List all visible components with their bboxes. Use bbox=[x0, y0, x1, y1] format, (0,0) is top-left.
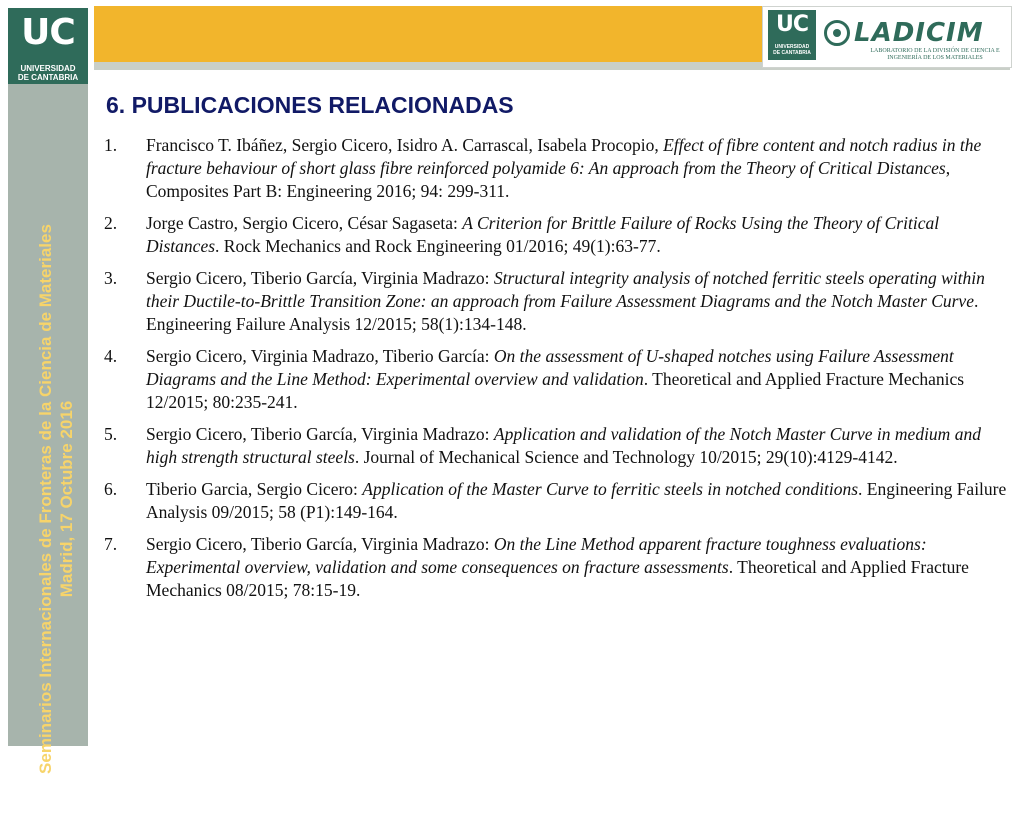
publication-authors: Tiberio Garcia, Sergio Cicero: bbox=[146, 479, 363, 499]
publication-source: . Theoretical and Applied Fracture Mechanics 08/2015; 78:15-19. bbox=[146, 557, 969, 600]
uc-logo-line2: DE CANTABRIA bbox=[17, 73, 79, 82]
publication-source: . Rock Mechanics and Rock Engineering 01/2016; 49(1):63-77. bbox=[215, 236, 661, 256]
ladicim-subtitle: LABORATORIO DE LA DIVISIÓN DE CIENCIA E INGENIERÍA DE LOS MATERIALES bbox=[870, 48, 1000, 61]
publication-number: 5. bbox=[104, 424, 118, 444]
uc-logo-subtitle bbox=[8, 64, 88, 82]
publication-title: On the assessment of U-shaped notches using Failure Assessment Diagrams and the Line Method: Experimental overview and validation bbox=[146, 346, 954, 389]
publication-title: Effect of fibre content and notch radius in the fracture behaviour of short glass fibre reinforced polyamide 6: An approach from the Theory of Critical Distances bbox=[146, 135, 982, 178]
publication-item bbox=[104, 478, 1014, 524]
sidebar bbox=[8, 84, 88, 774]
publication-item bbox=[104, 423, 1014, 469]
uc-logo-right bbox=[768, 10, 816, 60]
publication-title: Application of the Master Curve to ferritic steels in notched conditions bbox=[362, 479, 859, 499]
sidebar-caption bbox=[35, 179, 77, 819]
publication-title: Application and validation of the Notch Master Curve in medium and high strength structural steels bbox=[146, 424, 981, 467]
publication-title: On the Line Method apparent fracture toughness evaluations: Experimental overview, validation and some consequences on fracture assessments bbox=[146, 534, 927, 577]
uc-logo-right-subtitle bbox=[768, 44, 816, 56]
publication-number: 1. bbox=[104, 135, 118, 155]
ladicim-name: LADICIM bbox=[854, 18, 984, 48]
publication-source: . Journal of Mechanical Science and Technology 10/2015; 29(10):4129-4142. bbox=[354, 447, 898, 467]
publication-title: A Criterion for Brittle Failure of Rocks Using the Theory of Critical Distances bbox=[146, 213, 940, 256]
publication-item bbox=[104, 345, 1014, 414]
publication-number: 6. bbox=[104, 479, 118, 499]
publication-authors: Sergio Cicero, Tiberio García, Virginia Madrazo: bbox=[146, 424, 494, 444]
uc-logo-left bbox=[8, 8, 88, 84]
publication-authors: Sergio Cicero, Tiberio García, Virginia Madrazo: bbox=[146, 268, 494, 288]
publication-number: 3. bbox=[104, 268, 118, 288]
publication-number: 2. bbox=[104, 213, 118, 233]
sidebar-line2: Madrid, 17 Octubre 2016 bbox=[57, 400, 76, 598]
ladicim-logo bbox=[822, 12, 1006, 62]
publication-number: 4. bbox=[104, 346, 118, 366]
publication-item bbox=[104, 134, 1014, 203]
publication-authors: Jorge Castro, Sergio Cicero, César Sagaseta: bbox=[146, 213, 463, 233]
publication-list bbox=[104, 134, 1014, 611]
page-title: 6. PUBLICACIONES RELACIONADAS bbox=[106, 92, 514, 118]
uc-logo-right-abbr: UC bbox=[775, 12, 808, 37]
publication-item bbox=[104, 267, 1014, 336]
publication-item bbox=[104, 533, 1014, 602]
uc-logo-right-line1: UNIVERSIDAD bbox=[774, 44, 810, 50]
publication-source: . Engineering Failure Analysis 12/2015; 58(1):134-148. bbox=[146, 291, 979, 334]
publication-authors: Sergio Cicero, Tiberio García, Virginia Madrazo: bbox=[146, 534, 494, 554]
publication-number: 7. bbox=[104, 534, 118, 554]
sidebar-line1: Seminarios Internacionales de Fronteras de la Ciencia de Materiales bbox=[36, 224, 55, 774]
publication-source: , Composites Part B: Engineering 2016; 94: 299-311. bbox=[146, 158, 951, 201]
publication-authors: Francisco T. Ibáñez, Sergio Cicero, Isidro A. Carrascal, Isabela Procopio, bbox=[146, 135, 664, 155]
ladicim-emblem-icon bbox=[824, 20, 850, 46]
publication-authors: Sergio Cicero, Virginia Madrazo, Tiberio García: bbox=[146, 346, 494, 366]
publication-source: . Theoretical and Applied Fracture Mechanics 12/2015; 80:235-241. bbox=[146, 369, 965, 412]
uc-logo-right-line2: DE CANTABRIA bbox=[773, 50, 811, 56]
publication-title: Structural integrity analysis of notched ferritic steels operating within their Ductile-to-Brittle Transition Zone: an approach from Failure Assessment Diagrams and the Notch Master Curve bbox=[146, 268, 985, 311]
publication-source: . Engineering Failure Analysis 09/2015; 58 (P1):149-164. bbox=[146, 479, 1007, 522]
uc-logo-line1: UNIVERSIDAD bbox=[20, 64, 76, 73]
publication-item bbox=[104, 212, 1014, 258]
uc-logo-abbr: UC bbox=[21, 12, 75, 53]
